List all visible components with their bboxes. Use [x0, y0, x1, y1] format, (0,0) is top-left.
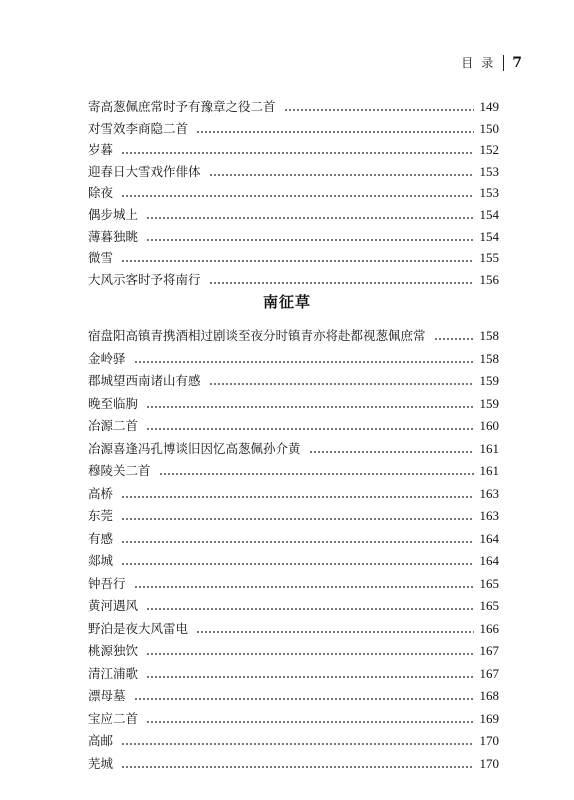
toc-entry-page: 149: [479, 99, 499, 114]
dot-leader: [146, 721, 473, 723]
toc-entry: [88, 95, 499, 115]
dot-leader: [121, 260, 473, 262]
running-header: [461, 54, 522, 71]
toc-entry: [88, 684, 499, 704]
dot-leader: [434, 338, 474, 340]
section-heading: 南征草: [262, 293, 311, 311]
toc-entry-title: 薄暮独眺: [88, 228, 139, 244]
toc-entry: [88, 414, 499, 434]
dot-leader: [209, 282, 474, 284]
toc-entry: [88, 549, 499, 569]
toc-entry: [88, 729, 499, 749]
dot-leader: [146, 428, 473, 430]
toc-entry: [88, 392, 499, 412]
toc-entry: [88, 639, 499, 659]
toc-entry-title: 寄高葱佩庶常时予有豫章之役二首: [88, 99, 276, 114]
toc-entry: [88, 138, 499, 158]
dot-leader: [121, 541, 473, 543]
toc-entry-title: 对雪效李商隐二首: [88, 120, 189, 136]
dot-leader: [209, 174, 474, 176]
toc-entry: [88, 268, 499, 288]
toc-entry-title: 芜城: [88, 755, 114, 771]
toc-entry-title: 东莞: [88, 508, 114, 523]
toc-entry-title: 微雪: [88, 250, 114, 266]
dot-leader: [146, 608, 473, 610]
toc-entry-title: 野泊是夜大风雷电: [88, 620, 189, 636]
toc-entry: [88, 369, 499, 389]
toc-entry-page: 169: [479, 710, 499, 726]
toc-entry-title: 迎春日大雪戏作俳体: [88, 163, 201, 179]
toc-entry-page: 163: [479, 485, 499, 501]
toc-entry: [88, 347, 499, 367]
dot-leader: [209, 383, 474, 385]
toc-entry: [88, 617, 499, 637]
toc-entry-page: 158: [479, 350, 499, 366]
toc-entry-title: 钟吾行: [88, 575, 126, 591]
toc-entry: [88, 117, 499, 137]
toc-entry-page: 152: [479, 142, 499, 158]
dot-leader: [284, 109, 474, 111]
dot-leader: [121, 563, 473, 565]
dot-leader: [309, 451, 474, 453]
toc-entry-page: 158: [479, 328, 499, 343]
toc-entry-title: 高邮: [88, 733, 114, 748]
page-number: 7: [512, 54, 522, 71]
toc-entry: [88, 662, 499, 682]
toc-entry: [88, 707, 499, 727]
toc-entry-page: 156: [479, 271, 499, 287]
header-divider: [503, 55, 504, 71]
toc-entry-title: 冶源喜逢冯孔博谈旧因忆高葱佩孙介黄: [88, 440, 301, 456]
dot-leader: [134, 361, 474, 363]
toc-entry: [88, 527, 499, 547]
toc-entry: [88, 324, 499, 344]
toc-entry-title: 穆陵关二首: [88, 463, 151, 478]
toc-entry-page: 160: [479, 418, 499, 433]
toc-entry: [88, 459, 499, 479]
toc-entry: [88, 594, 499, 614]
toc-entry: [88, 181, 499, 201]
toc-entry-title: 漂母墓: [88, 688, 126, 703]
toc-entry-title: 大风示客时予将南行: [88, 271, 201, 287]
dot-leader: [146, 217, 473, 219]
toc-entry-page: 165: [479, 575, 499, 591]
toc-entry-page: 155: [479, 250, 499, 266]
running-header-section: 目录: [461, 56, 502, 70]
toc-entry-title: 郯城: [88, 553, 114, 568]
toc-entry-page: 154: [479, 228, 499, 244]
dot-leader: [146, 239, 473, 241]
dot-leader: [121, 496, 473, 498]
toc-entry-page: 166: [479, 620, 499, 636]
dot-leader: [146, 676, 473, 678]
dot-leader: [121, 743, 473, 745]
toc-entry-title: 岁暮: [88, 142, 114, 158]
toc-entry-page: 153: [479, 185, 499, 201]
toc-entry-title: 金岭驿: [88, 350, 126, 366]
toc-entry-page: 159: [479, 373, 499, 388]
toc-entry-title: 有感: [88, 530, 114, 546]
toc-entry: [88, 504, 499, 524]
toc-entry-page: 167: [479, 665, 499, 681]
dot-leader: [196, 131, 473, 133]
dot-leader: [121, 766, 473, 768]
toc-entry: [88, 437, 499, 457]
toc-entry: [88, 246, 499, 266]
toc-entry: [88, 203, 499, 223]
dot-leader: [146, 406, 473, 408]
toc-entry-title: 偶步城上: [88, 207, 139, 222]
toc-entry: [88, 225, 499, 245]
toc-entry-page: 164: [479, 553, 499, 568]
toc-entry-page: 161: [479, 463, 499, 478]
toc-entry-page: 170: [479, 755, 499, 771]
toc-entry: [88, 572, 499, 592]
dot-leader: [121, 152, 473, 154]
toc-entry-title: 清江浦歌: [88, 665, 139, 681]
toc-entry-page: 154: [479, 207, 499, 222]
toc-entry-page: 159: [479, 395, 499, 411]
toc-entry-title: 黄河遇风: [88, 598, 139, 613]
toc-entry: [88, 752, 499, 772]
dot-leader: [134, 698, 474, 700]
toc-entry-page: 163: [479, 508, 499, 523]
toc-entry-title: 高桥: [88, 485, 114, 501]
dot-leader: [121, 518, 473, 520]
toc-entry: [88, 160, 499, 180]
dot-leader: [146, 653, 473, 655]
toc-entry-page: 164: [479, 530, 499, 546]
toc-entry-page: 168: [479, 688, 499, 703]
toc-entry-page: 153: [479, 163, 499, 179]
dot-leader: [196, 631, 473, 633]
toc-entry-title: 郡城望西南诸山有感: [88, 373, 201, 388]
toc-entry-title: 宝应二首: [88, 710, 139, 726]
toc-entry-page: 161: [479, 440, 499, 456]
toc-entry-page: 150: [479, 120, 499, 136]
toc-entry-title: 宿盘阳高镇青携酒相过剧谈至夜分时镇青亦将赴都视葱佩庶常: [88, 328, 426, 343]
toc-entry-title: 晚至临朐: [88, 395, 139, 411]
toc-entry-title: 除夜: [88, 185, 114, 201]
dot-leader: [134, 586, 474, 588]
toc-entry-title: 桃源独饮: [88, 643, 139, 658]
toc-entry-title: 冶源二首: [88, 418, 139, 433]
dot-leader: [159, 473, 474, 475]
toc-entry-page: 170: [479, 733, 499, 748]
dot-leader: [121, 195, 473, 197]
toc-entry: [88, 482, 499, 502]
toc-entry-page: 165: [479, 598, 499, 613]
toc-entry-page: 167: [479, 643, 499, 658]
